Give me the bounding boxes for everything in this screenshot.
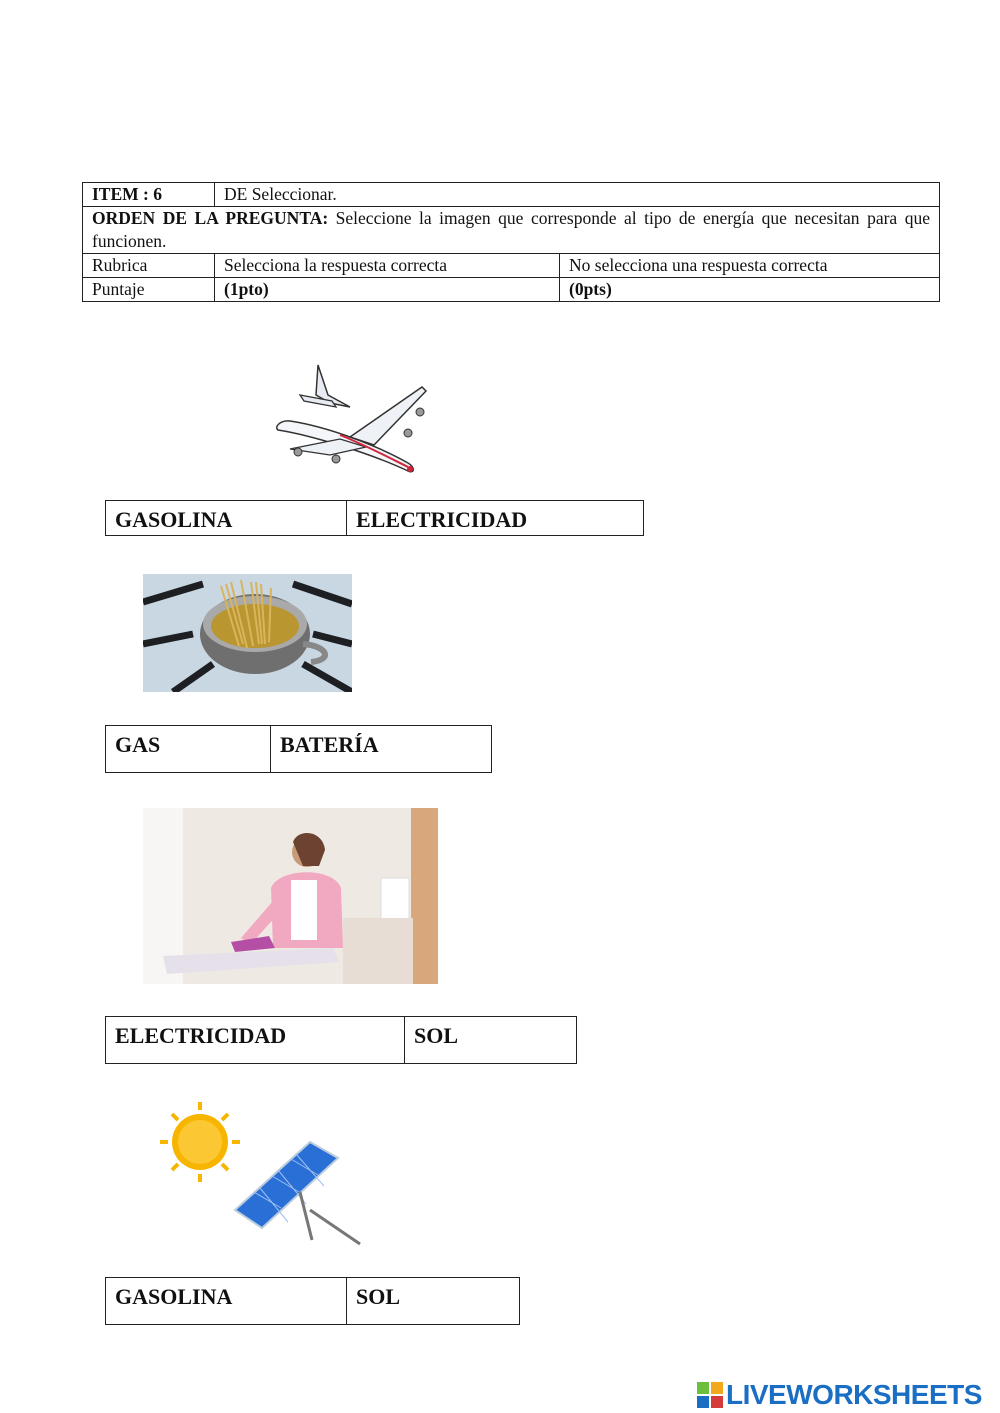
score-correct-cell	[215, 278, 560, 302]
score-label: Puntaje	[83, 278, 215, 302]
airplane-image	[270, 355, 430, 480]
options-table-3	[105, 1016, 577, 1064]
item-label-cell	[83, 183, 215, 207]
options-table-1	[105, 500, 644, 536]
sun-icon	[160, 1100, 365, 1250]
item-label: ITEM : 6	[92, 184, 162, 204]
options-table-4	[105, 1277, 520, 1325]
option-cell[interactable]: GASOLINA	[106, 1278, 347, 1325]
item-type: DE Seleccionar.	[215, 183, 940, 207]
liveworksheets-logo[interactable]	[697, 1378, 982, 1412]
options-table-2	[105, 725, 492, 773]
rubric-label: Rubrica	[83, 254, 215, 278]
question-order	[83, 207, 940, 254]
order-label: ORDEN DE LA PREGUNTA:	[92, 208, 329, 228]
item-header-table	[82, 182, 940, 302]
liveworksheets-icon	[697, 1382, 723, 1408]
option-cell[interactable]: ELECTRICIDAD	[106, 1017, 405, 1064]
option-cell[interactable]: ELECTRICIDAD	[347, 501, 644, 536]
score-incorrect-cell	[560, 278, 940, 302]
solar-panel-image	[160, 1100, 365, 1250]
option-cell[interactable]: GAS	[106, 726, 271, 773]
airplane-icon	[270, 355, 430, 480]
pot-icon	[143, 574, 352, 692]
ironing-icon	[143, 808, 438, 984]
rubric-incorrect: No selecciona una respuesta correcta	[560, 254, 940, 278]
score-correct: (1pto)	[224, 279, 269, 299]
option-cell[interactable]: SOL	[405, 1017, 577, 1064]
brand-name: LIVEWORKSHEETS	[726, 1379, 982, 1410]
option-cell[interactable]: SOL	[347, 1278, 520, 1325]
score-incorrect: (0pts)	[569, 279, 612, 299]
order-text: Seleccione la imagen que corresponde al tipo de energía que necesitan para que funcionen.	[92, 208, 930, 251]
option-cell[interactable]: GASOLINA	[106, 501, 347, 536]
rubric-correct: Selecciona la respuesta correcta	[215, 254, 560, 278]
gas-stove-image	[143, 574, 352, 692]
option-cell[interactable]: BATERÍA	[271, 726, 492, 773]
woman-ironing-image	[143, 808, 438, 984]
